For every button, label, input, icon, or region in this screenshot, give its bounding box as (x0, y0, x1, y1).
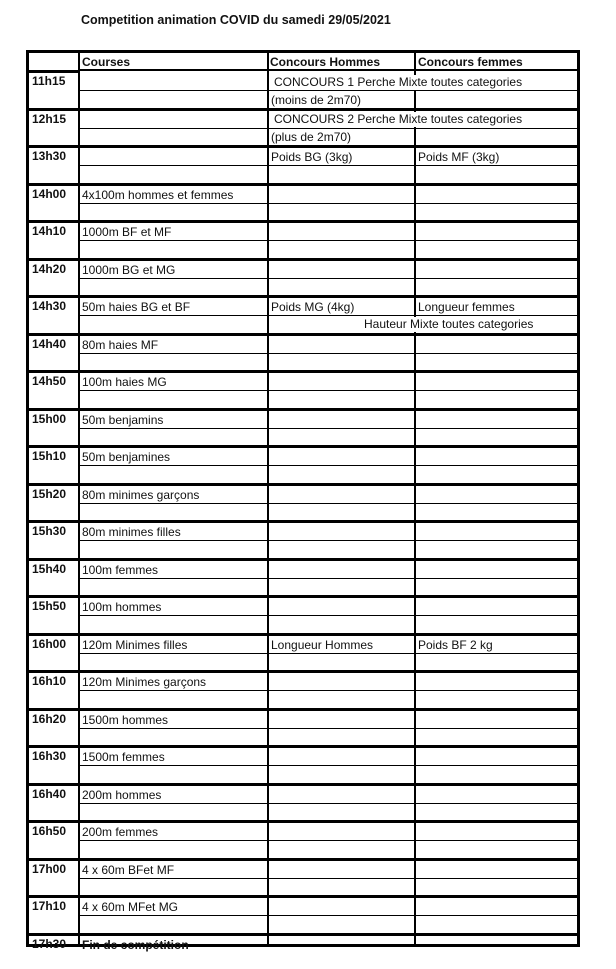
course-cell: 4 x 60m BFet MF (82, 862, 175, 877)
course-cell: 80m minimes garçons (82, 487, 200, 502)
row-midline (78, 203, 577, 204)
row-midline (78, 540, 577, 541)
row-separator (29, 558, 577, 561)
course-cell: Fin de compétition (82, 937, 189, 952)
concours-1-detail: (moins de 2m70) (271, 93, 362, 107)
row-midline (78, 240, 577, 241)
row-separator (29, 670, 577, 673)
row-separator (29, 183, 577, 186)
concours-hommes-cell: Longueur Hommes (271, 637, 374, 652)
row-separator (29, 70, 78, 73)
row-separator (29, 408, 577, 411)
concours-femmes-cell: Longueur femmes (418, 300, 515, 314)
time-slot: 15h40 (32, 561, 67, 576)
column-divider-time (78, 53, 80, 944)
course-cell: 100m haies MG (82, 375, 167, 389)
row-midline (78, 315, 577, 316)
row-midline (78, 840, 577, 841)
time-slot: 16h20 (32, 711, 67, 726)
row-midline (78, 165, 577, 166)
time-slot: 16h00 (32, 636, 67, 651)
time-slot: 14h50 (32, 374, 67, 388)
course-cell: 4x100m hommes et femmes (82, 187, 234, 202)
time-slot: 15h10 (32, 449, 67, 463)
course-cell: 4 x 60m MFet MG (82, 900, 179, 914)
row-midline (78, 90, 577, 91)
time-slot: 15h00 (32, 411, 67, 426)
time-slot: 12h15 (32, 111, 67, 126)
row-separator (29, 895, 577, 898)
row-separator (29, 333, 577, 336)
column-divider-courses (267, 53, 269, 944)
concours-2-detail: (plus de 2m70) (271, 130, 352, 144)
concours-hommes-cell: Poids BG (3kg) (271, 150, 353, 164)
row-separator (29, 520, 577, 523)
time-slot: 14h00 (32, 186, 67, 201)
concours-1-label: CONCOURS 1 Perche Mixte toutes categories (274, 75, 523, 89)
row-midline (78, 653, 577, 654)
time-slot: 16h40 (32, 786, 67, 801)
time-slot: 15h20 (32, 486, 67, 501)
row-midline (78, 690, 577, 691)
row-separator (29, 708, 577, 711)
row-separator (29, 445, 577, 448)
time-slot: 17h30 (32, 936, 67, 951)
course-cell: 50m benjamines (82, 450, 171, 464)
column-divider-hommes (414, 53, 416, 944)
row-midline (78, 465, 577, 466)
concours-hommes-cell: Poids MG (4kg) (271, 300, 355, 314)
hauteur-mixte-label: Hauteur Mixte toutes categories (364, 317, 534, 331)
course-cell: 120m Minimes garçons (82, 675, 207, 689)
time-slot: 11h15 (32, 74, 66, 88)
course-cell: 1500m femmes (82, 750, 165, 764)
row-separator (29, 633, 577, 636)
course-cell: 50m haies BG et BF (82, 300, 191, 314)
row-separator (29, 820, 577, 823)
header-concours-femmes: Concours femmes (418, 55, 523, 69)
time-slot: 14h40 (32, 336, 67, 351)
row-midline (78, 278, 577, 279)
course-cell: 80m haies MF (82, 337, 159, 352)
course-cell: 1000m BG et MG (82, 262, 176, 277)
row-separator (29, 295, 577, 298)
row-separator (29, 783, 577, 786)
course-cell: 200m femmes (82, 825, 159, 839)
time-slot: 17h00 (32, 861, 67, 876)
course-cell: 100m femmes (82, 562, 159, 577)
time-slot: 13h30 (32, 149, 67, 163)
row-midline (78, 615, 577, 616)
row-midline (78, 915, 577, 916)
time-slot: 14h10 (32, 224, 67, 238)
header-concours-hommes: Concours Hommes (270, 55, 381, 69)
course-cell: 200m hommes (82, 787, 162, 802)
row-separator (29, 933, 577, 936)
row-separator (29, 370, 577, 373)
header-courses: Courses (82, 55, 131, 69)
time-slot: 14h30 (32, 299, 67, 313)
row-midline (78, 128, 577, 129)
time-slot: 17h10 (32, 899, 67, 913)
time-slot: 16h50 (32, 824, 67, 838)
row-midline (78, 878, 577, 879)
time-slot: 15h50 (32, 599, 67, 613)
page-title: Competition animation COVID du samedi 29/05/2021 (81, 13, 391, 27)
course-cell: 80m minimes filles (82, 525, 181, 539)
concours-femmes-cell: Poids BF 2 kg (418, 637, 493, 652)
row-midline (78, 390, 577, 391)
concours-2-label: CONCOURS 2 Perche Mixte toutes categories (274, 112, 523, 126)
time-slot: 16h10 (32, 674, 67, 688)
row-midline (78, 728, 577, 729)
row-separator (29, 145, 577, 148)
course-cell: 1000m BF et MF (82, 225, 172, 239)
course-cell: 120m Minimes filles (82, 637, 188, 652)
course-cell: 50m benjamins (82, 412, 164, 427)
course-cell: 100m hommes (82, 600, 162, 614)
header-divider (78, 69, 577, 71)
course-cell: 1500m hommes (82, 712, 169, 727)
concours-femmes-cell: Poids MF (3kg) (418, 150, 500, 164)
row-separator (29, 595, 577, 598)
row-midline (78, 803, 577, 804)
time-slot: 15h30 (32, 524, 67, 538)
time-slot: 16h30 (32, 749, 67, 763)
row-midline (78, 503, 577, 504)
row-midline (78, 353, 577, 354)
row-separator (29, 220, 577, 223)
time-slot: 14h20 (32, 261, 67, 276)
row-midline (78, 428, 577, 429)
row-separator (29, 745, 577, 748)
row-midline (78, 765, 577, 766)
schedule-table (26, 50, 580, 952)
row-midline (78, 578, 577, 579)
row-separator (29, 483, 577, 486)
row-separator (29, 258, 577, 261)
row-separator (29, 858, 577, 861)
